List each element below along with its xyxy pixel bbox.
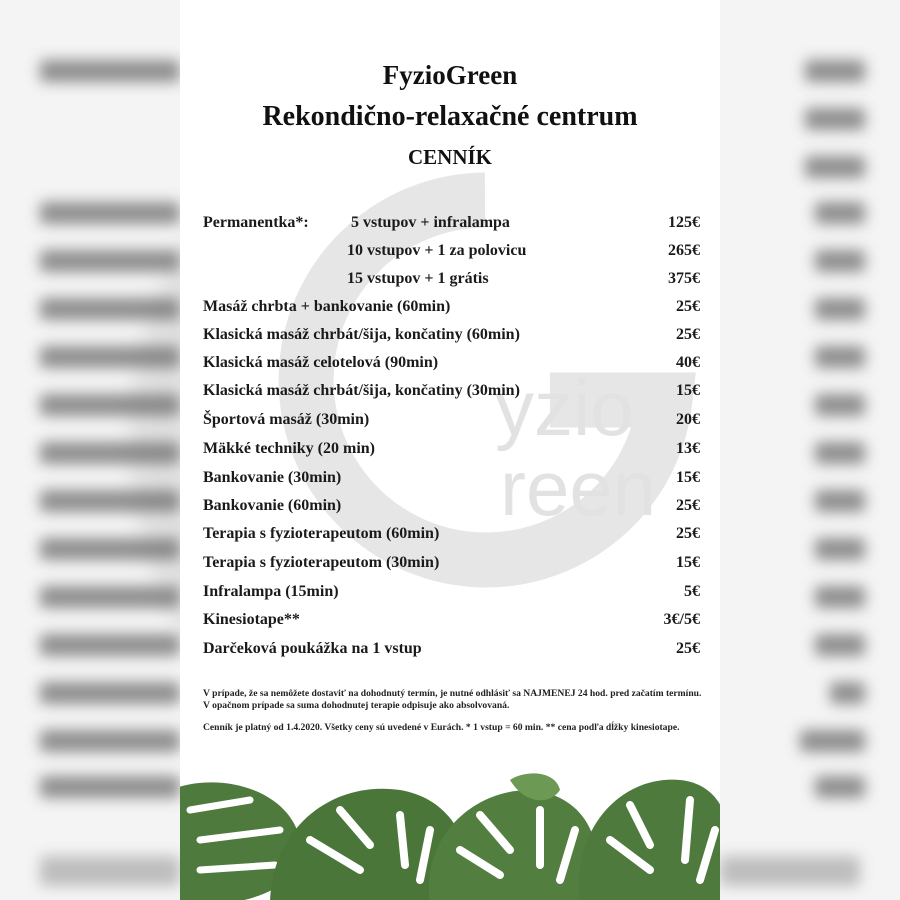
service-row bbox=[203, 497, 700, 523]
service-price: 15€ bbox=[676, 469, 700, 486]
blurred-price bbox=[805, 60, 865, 82]
blurred-price bbox=[815, 202, 865, 224]
service-row bbox=[203, 525, 700, 551]
validity-note: Cenník je platný od 1.4.2020. Všetky ceny sú uvedené v Eurách. * 1 vstup = 60 min. ** cena podľa dĺžky kinesiotape. bbox=[203, 722, 680, 733]
blurred-row bbox=[40, 394, 180, 416]
service-name: Klasická masáž chrbát/šija, končatiny (30min) bbox=[203, 382, 520, 399]
blurred-price bbox=[800, 730, 865, 752]
service-name: Terapia s fyzioterapeutom (30min) bbox=[203, 554, 440, 571]
blurred-price bbox=[805, 108, 865, 130]
blurred-row bbox=[40, 682, 180, 704]
service-price: 5€ bbox=[684, 583, 700, 600]
service-price: 25€ bbox=[676, 640, 700, 657]
watermark-text-reen: reen bbox=[500, 444, 657, 532]
permanentka-label: Permanentka*: bbox=[203, 214, 309, 231]
centre-subtitle: Rekondično-relaxačné centrum bbox=[262, 101, 638, 132]
service-name: Darčeková poukážka na 1 vstup bbox=[203, 640, 422, 657]
blurred-row bbox=[40, 250, 180, 272]
service-price: 13€ bbox=[676, 440, 700, 457]
service-row bbox=[203, 440, 700, 466]
blurred-price bbox=[815, 298, 865, 320]
blurred-row bbox=[40, 202, 180, 224]
service-name: Terapia s fyzioterapeutom (60min) bbox=[203, 525, 440, 542]
permanentka-row bbox=[203, 242, 700, 268]
service-row bbox=[203, 640, 700, 666]
service-row bbox=[203, 382, 700, 408]
blurred-price bbox=[805, 156, 865, 178]
blurred-price bbox=[815, 490, 865, 512]
permanentka-row bbox=[203, 270, 700, 296]
monstera-leaves-decoration bbox=[180, 770, 720, 900]
blurred-price bbox=[815, 776, 865, 798]
service-name: Mäkké techniky (20 min) bbox=[203, 440, 375, 457]
blurred-row bbox=[40, 490, 180, 512]
service-row bbox=[203, 554, 700, 580]
service-price: 25€ bbox=[676, 497, 700, 514]
blurred-row bbox=[40, 856, 180, 886]
blurred-row bbox=[40, 538, 180, 560]
service-row bbox=[203, 326, 700, 352]
blurred-row bbox=[40, 346, 180, 368]
blurred-price bbox=[815, 538, 865, 560]
service-row bbox=[203, 611, 700, 637]
service-price: 25€ bbox=[676, 298, 700, 315]
blurred-row bbox=[40, 776, 180, 798]
blurred-price bbox=[815, 394, 865, 416]
blurred-price bbox=[815, 250, 865, 272]
service-name: Klasická masáž celotelová (90min) bbox=[203, 354, 439, 371]
service-price: 15€ bbox=[676, 554, 700, 571]
service-price: 3€/5€ bbox=[663, 611, 700, 628]
permanentka-option-price: 265€ bbox=[668, 242, 700, 259]
watermark-text-yzio: yzio bbox=[495, 364, 634, 452]
blurred-row bbox=[40, 298, 180, 320]
permanentka-option-name: 10 vstupov + 1 za polovicu bbox=[347, 242, 527, 259]
permanentka-row bbox=[203, 214, 700, 240]
service-name: Klasická masáž chrbát/šija, končatiny (60min) bbox=[203, 326, 520, 343]
service-price: 15€ bbox=[676, 382, 700, 399]
service-row bbox=[203, 411, 700, 437]
service-name: Bankovanie (60min) bbox=[203, 497, 342, 514]
blurred-row bbox=[40, 60, 180, 82]
service-row bbox=[203, 298, 700, 324]
service-name: Bankovanie (30min) bbox=[203, 469, 342, 486]
service-row bbox=[203, 469, 700, 495]
blurred-price bbox=[815, 634, 865, 656]
brand-title: FyzioGreen bbox=[382, 60, 518, 90]
service-price: 25€ bbox=[676, 525, 700, 542]
blurred-price bbox=[830, 682, 865, 704]
permanentka-option-name: 15 vstupov + 1 grátis bbox=[347, 270, 489, 287]
blurred-row bbox=[40, 730, 180, 752]
permanentka-option-price: 375€ bbox=[668, 270, 700, 287]
permanentka-option-price: 125€ bbox=[668, 214, 700, 231]
service-row bbox=[203, 583, 700, 609]
blurred-price bbox=[815, 442, 865, 464]
monstera-leaf-right bbox=[579, 780, 720, 900]
service-price: 25€ bbox=[676, 326, 700, 343]
price-list-poster bbox=[180, 0, 720, 900]
cancellation-note: V prípade, že sa nemôžete dostaviť na dohodnutý termín, je nutné odhlásiť sa NAJMENEJ 24 hod. pred začatím termínu. V opačnom prípade sa suma dohodnutej terapie odpisuje ako absolvovaná. bbox=[203, 688, 702, 711]
service-price: 20€ bbox=[676, 411, 700, 428]
blurred-row bbox=[40, 442, 180, 464]
blurred-price bbox=[815, 586, 865, 608]
pricelist-heading: CENNÍK bbox=[407, 145, 492, 169]
service-name: Masáž chrbta + bankovanie (60min) bbox=[203, 298, 451, 315]
blurred-row bbox=[40, 586, 180, 608]
blurred-row bbox=[40, 634, 180, 656]
blurred-row bbox=[720, 856, 860, 886]
service-name: Športová masáž (30min) bbox=[203, 411, 370, 428]
blurred-price bbox=[815, 346, 865, 368]
service-price: 40€ bbox=[676, 354, 700, 371]
service-name: Kinesiotape** bbox=[203, 611, 300, 628]
monstera-leaf-center bbox=[429, 790, 598, 900]
permanentka-option-name: 5 vstupov + infralampa bbox=[351, 214, 510, 231]
service-row bbox=[203, 354, 700, 380]
service-name: Infralampa (15min) bbox=[203, 583, 339, 600]
